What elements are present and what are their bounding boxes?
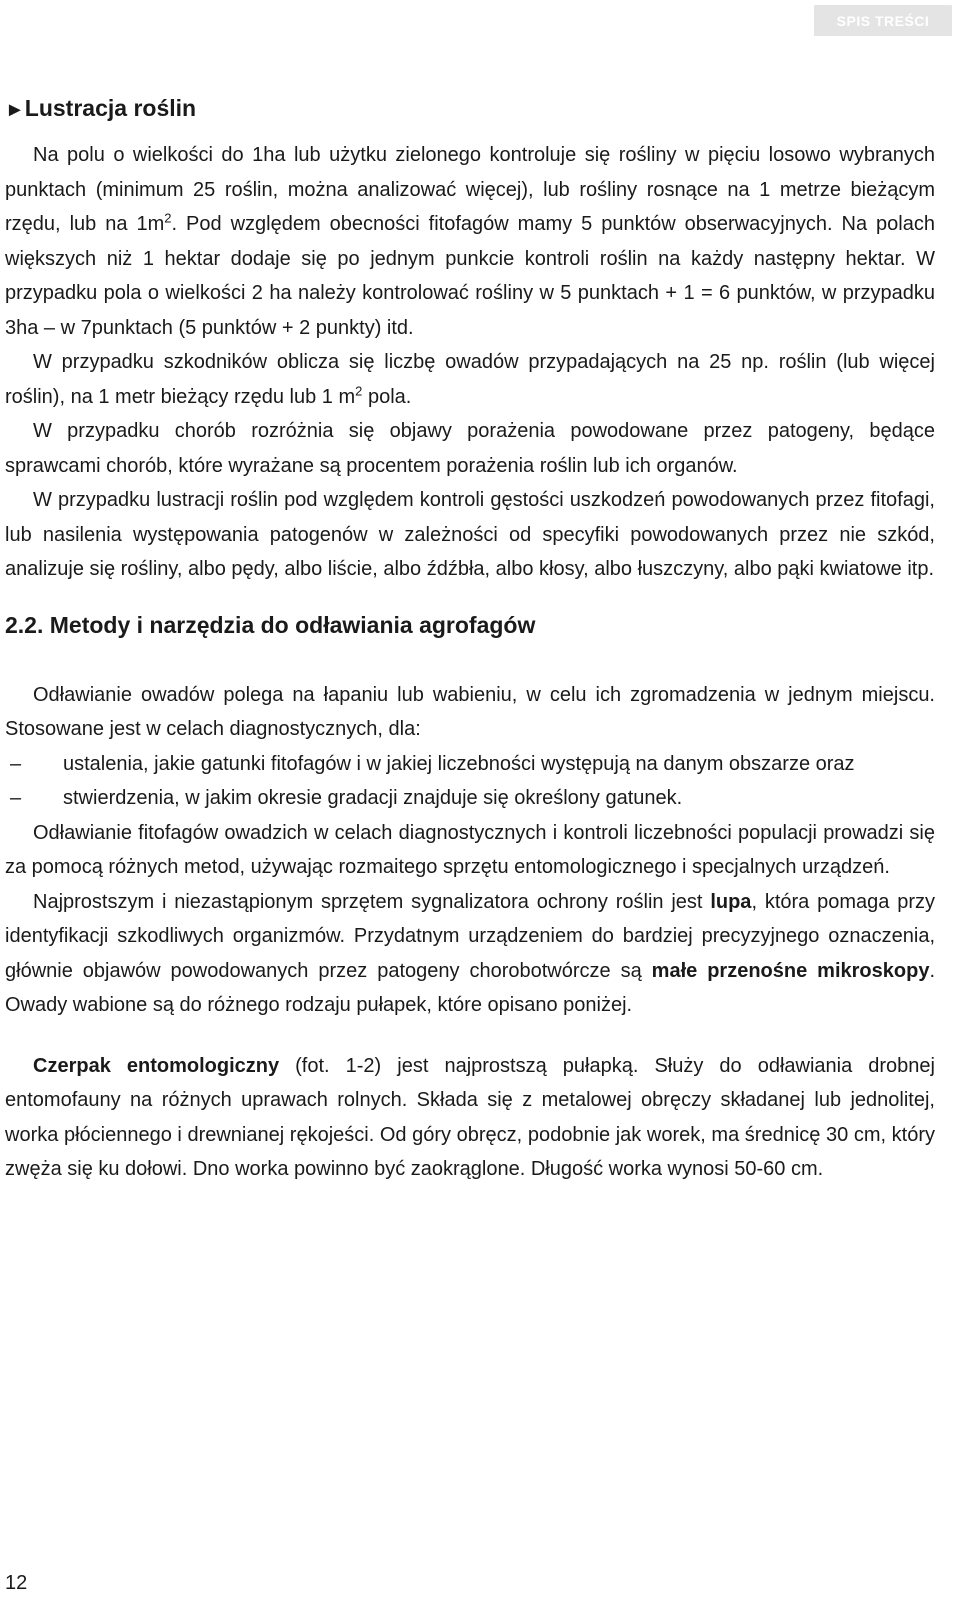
paragraph: Na polu o wielkości do 1ha lub użytku zielonego kontroluje się rośliny w pięciu losowo wybranych punktach (minimum 25 roślin, można analizować więcej), lub rośliny rosnące na 1 metrze bieżącym rzędu, lub na $1m^2$. Pod względem obecności fitofagów mamy 5 punktów obserwacyjnych. Na polach większych niż 1 hektar dodaje się po jednym punkcie kontroli roślin na każdy następny hektar. W przypadku pola o wielkości 2 ha należy kontrolować rośliny w 5 punktach + 1 = 6 punktów, w przypadku 3ha – w 7punktach (5 punktów + 2 punkty) itd. [5,144,935,339]
table-of-contents-button[interactable]: SPIS TREŚCI [814,5,952,36]
paragraph: W przypadku szkodników oblicza się liczbę owadów przypadających na 25 np. roślin (lub więcej roślin), na 1 metr bieżący rzędu lub 1 $m^2$ pola. [5,351,935,408]
page-number: 12 [5,1572,28,1594]
section-title: Lustracja roślin [24,95,197,121]
paragraph: Czerpak entomologiczny (fot. 1-2) jest najprostszą pułapką. Służy do odławiania drobnej entomofauny na różnych uprawach rolnych. Składa się z metalowej obręczy składanej lub jednolitej, worka płóciennego i drewnianej rękojeści. Od góry obręcz, podobnie jak worek, ma średnicę 30 cm, który zwęża się ku dołowi. Dno worka powinno być zaokrąglone. Długość worka wynosi 50-60 cm. [5,1054,935,1180]
section-heading [5,88,935,130]
list-item: – stwierdzenia, w jakim okresie gradacji znajduje się określony gatunek. [5,781,935,816]
page-content [5,88,935,1187]
triangle-arrow-icon: ► [5,99,25,121]
paragraph: Najprostszym i niezastąpionym sprzętem sygnalizatora ochrony roślin jest lupa, która pomaga przy identyfikacji szkodliwych organizmów. Przydatnym urządzeniem do bardziej precyzyjnego oznaczenia, głównie objawów powodowanych przez patogeny chorobotwórcze są małe przenośne mikroskopy. Owady wabione są do różnego rodzaju pułapek, które opisano poniżej. [5,890,936,1016]
paragraph: Odławianie owadów polega na łapaniu lub wabieniu, w celu ich zgromadzenia w jednym miejscu. Stosowane jest w celach diagnostycznych, dla: [5,683,935,740]
bullet-list [5,747,935,816]
subsection-heading: 2.2. Metody i narzędzia do odławiania agrofagów [5,611,536,638]
paragraph: Odławianie fitofagów owadzich w celach diagnostycznych i kontroli liczebności populacji prowadzi się za pomocą różnych metod, używając rozmaitego sprzętu entomologicznego i specjalnych urządzeń. [5,821,935,878]
paragraph: W przypadku lustracji roślin pod względem kontroli gęstości uszkodzeń powodowanych przez fitofagi, lub nasilenia występowania patogenów w zależności od specyfiki powodowanych przez nie szkód, analizuje się rośliny, albo pędy, albo liście, albo źdźbła, albo kłosy, albo łuszczyny, albo pąki kwiatowe itp. [5,489,935,580]
list-item: – ustalenia, jakie gatunki fitofagów i w jakiej liczebności występują na danym obszarze oraz [5,747,935,782]
paragraph: W przypadku chorób rozróżnia się objawy porażenia powodowane przez patogeny, będące sprawcami chorób, które wyrażane są procentem porażenia roślin lub ich organów. [5,420,935,477]
dash-bullet-icon: – [10,752,22,775]
dash-bullet-icon: – [10,787,22,809]
